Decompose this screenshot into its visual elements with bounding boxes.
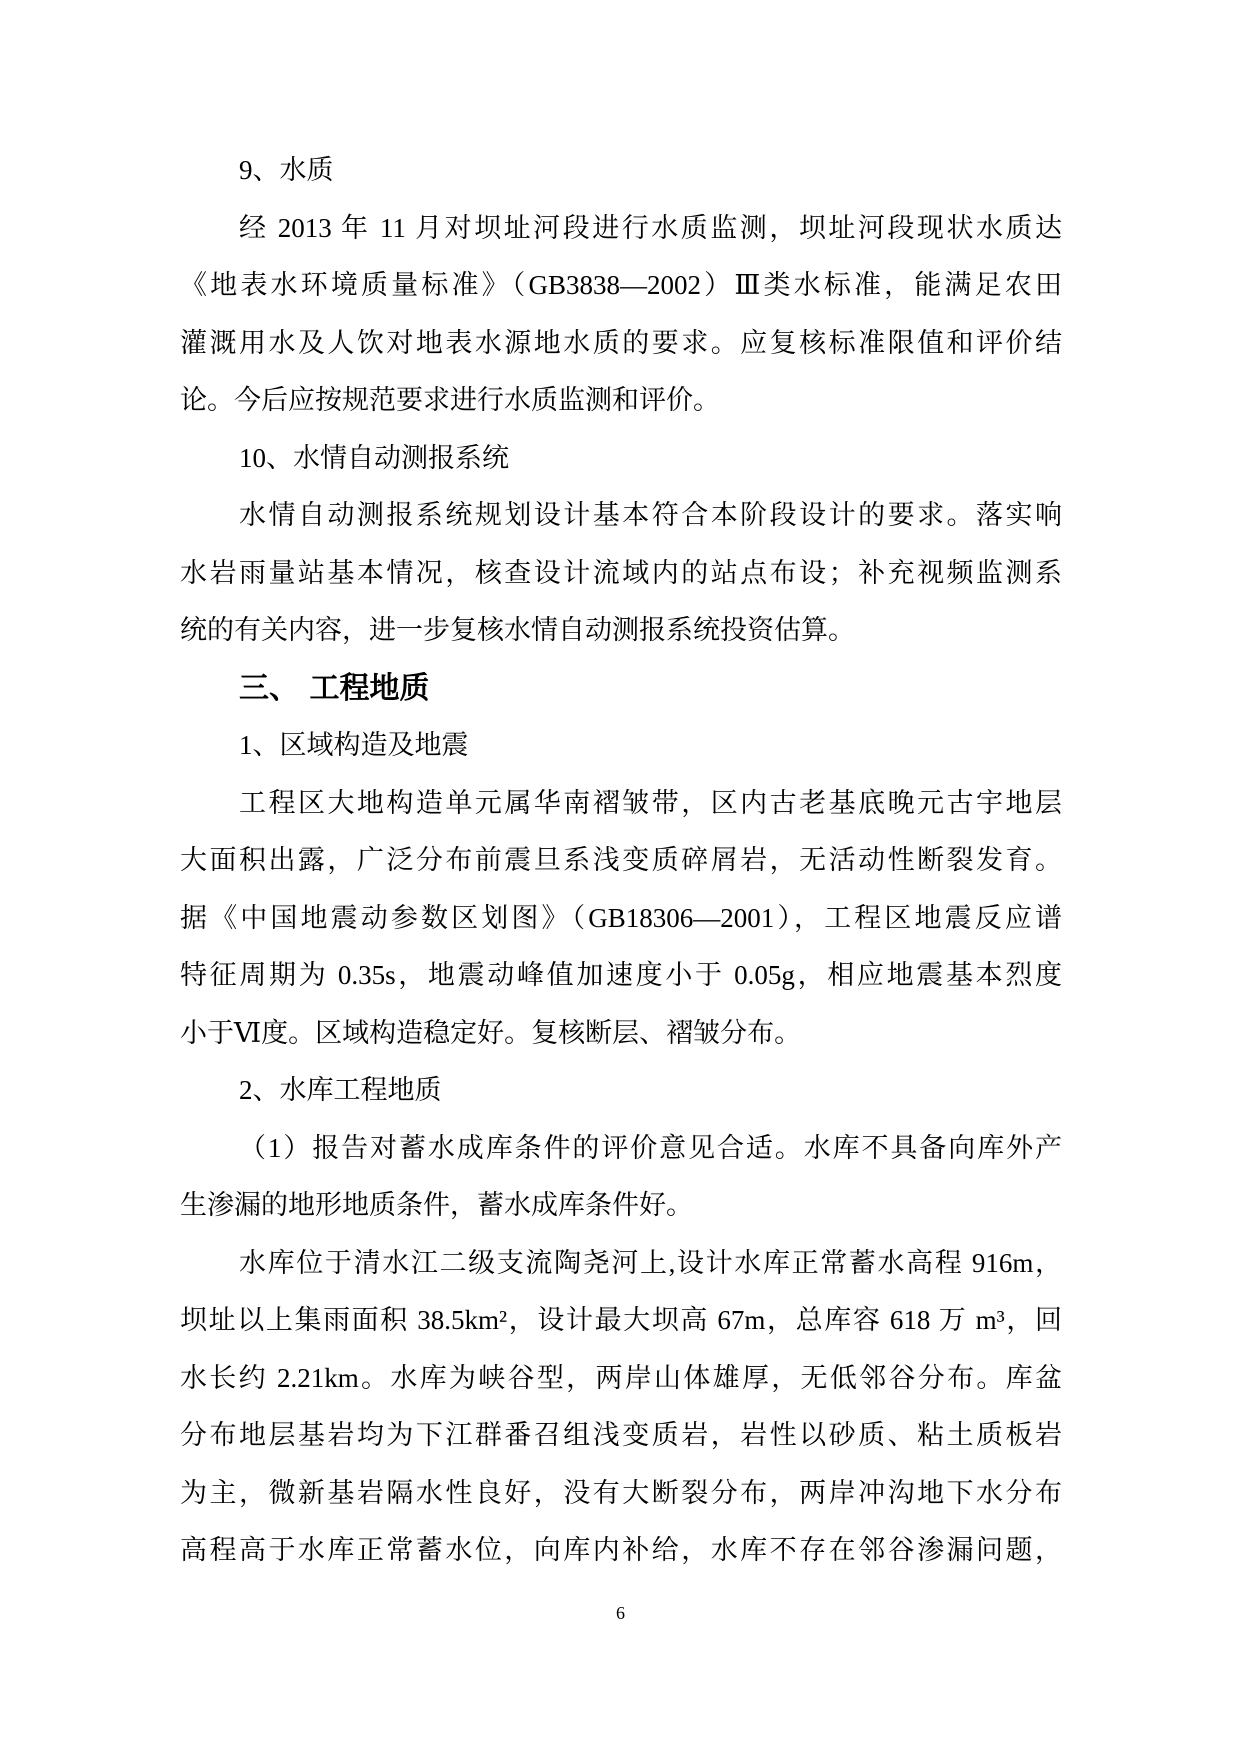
- paragraph-line: （1）报告对蓄水成库条件的评价意见合适。水库不具备向库外产: [239, 1132, 1062, 1163]
- chapter-title-engineering-geology: 三、 工程地质: [239, 670, 430, 706]
- paragraph-line: 高程高于水库正常蓄水位，向库内补给，水库不存在邻谷渗漏问题，: [180, 1535, 1062, 1565]
- paragraph-line: 特征周期为 0.35s，地震动峰值加速度小于 0.05g，相应地震基本烈度: [180, 960, 1062, 990]
- paragraph-line: 灌溉用水及人饮对地表水源地水质的要求。应复核标准限值和评价结: [180, 327, 1062, 358]
- paragraph-line: 小于Ⅵ度。区域构造稳定好。复核断层、褶皱分布。: [180, 1017, 802, 1048]
- paragraph-line: 论。今后应按规范要求进行水质监测和评价。: [180, 385, 720, 415]
- paragraph-line: 分布地层基岩均为下江群番召组浅变质岩，岩性以砂质、粘土质板岩: [180, 1420, 1062, 1450]
- paragraph-line: 经 2013 年 11 月对坝址河段进行水质监测，坝址河段现状水质达: [239, 212, 1062, 243]
- section-title-regional-structure: 1、区域构造及地震: [239, 730, 469, 760]
- paragraph-line: 工程区大地构造单元属华南褶皱带，区内古老基底晚元古宇地层: [239, 787, 1062, 818]
- section-title-hydrological-telemetry: 10、水情自动测报系统: [239, 442, 509, 473]
- page-number: 6: [616, 1603, 625, 1623]
- paragraph-line: 为主，微新基岩隔水性良好，没有大断裂分布，两岸冲沟地下水分布: [180, 1477, 1062, 1508]
- paragraph-line: 坝址以上集雨面积 38.5km²，设计最大坝高 67m，总库容 618 万 m³，回: [180, 1305, 1062, 1335]
- paragraph-line: 水情自动测报系统规划设计基本符合本阶段设计的要求。落实响: [239, 500, 1062, 530]
- paragraph-line: 水库位于清水江二级支流陶尧河上,设计水库正常蓄水高程 916m，: [239, 1247, 1062, 1278]
- text-column: [180, 142, 1062, 1580]
- paragraph-line: 据《中国地震动参数区划图》（GB18306—2001），工程区地震反应谱: [180, 902, 1062, 933]
- paragraph-line: 《地表水环境质量标准》（GB3838—2002）Ⅲ类水标准，能满足农田: [180, 270, 1062, 300]
- paragraph-line: 水岩雨量站基本情况，核查设计流域内的站点布设；补充视频监测系: [180, 557, 1062, 588]
- section-title-water-quality: 9、水质: [239, 155, 334, 185]
- section-title-reservoir-geology: 2、水库工程地质: [239, 1075, 442, 1105]
- paragraph-line: 生渗漏的地形地质条件，蓄水成库条件好。: [180, 1190, 693, 1220]
- paragraph-line: 水长约 2.21km。水库为峡谷型，两岸山体雄厚，无低邻谷分布。库盆: [180, 1362, 1062, 1393]
- paragraph-line: 大面积出露，广泛分布前震旦系浅变质碎屑岩，无活动性断裂发育。: [180, 845, 1062, 875]
- paragraph-line: 统的有关内容，进一步复核水情自动测报系统投资估算。: [180, 615, 855, 645]
